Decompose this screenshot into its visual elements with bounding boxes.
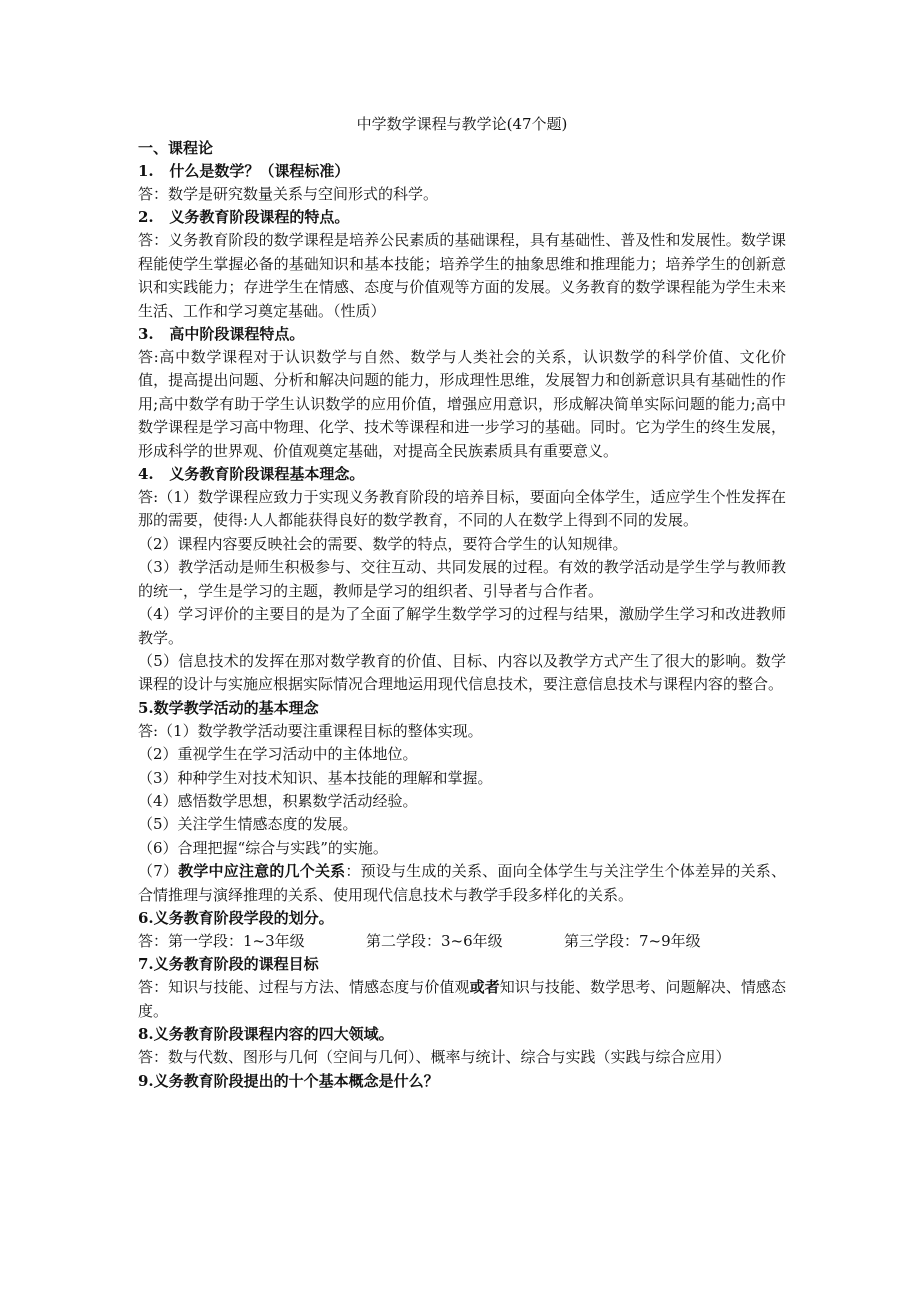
stage-1: 答：第一学段：1~3年级 <box>138 931 305 950</box>
item-7-bold-phrase: 教学中应注意的几个关系 <box>178 862 346 881</box>
question-3-answer: 答:高中数学课程对于认识数学与自然、数学与人类社会的关系，认识数学的科学价值、文化价值，提高提出问题、分析和解决问题的能力，形成理性思维，发展智力和创新意识具有基础性的作用;高中数学有助于学生认识数学的应用价值，增强应用意识，形成解决简单实际问题的能力;高中数学课程是学习高中物理、化学、技术等课程和进一步学习的基础。同时。它为学生的终生发展，形成科学的世界观、价值观奠定基础，对提高全民族素质具有重要意义。 <box>138 348 786 460</box>
answer-part-a: 答：知识与技能、过程与方法、情感态度与价值观 <box>138 978 470 997</box>
question-6-stages <box>138 930 786 953</box>
section-heading: 一、课程论 <box>138 139 214 157</box>
question-5-item: （3）种种学生对技术知识、基本技能的理解和掌握。 <box>138 768 493 787</box>
question-4-item: （3）教学活动是师生积极参与、交往互动、共同发展的过程。有效的教学活动是学生学与教师教的统一，学生是学习的主题，教师是学习的组织者、引导者与合作者。 <box>138 558 786 600</box>
item-7-number: （7） <box>138 862 179 881</box>
question-2-title: 2. 义务教育阶段课程的特点。 <box>138 208 350 227</box>
answer-bold-or: 或者 <box>469 978 500 997</box>
question-5-item: （2）重视学生在学习活动中的主体地位。 <box>138 745 418 764</box>
question-4-item: （2）课程内容要反映社会的需要、数学的特点，要符合学生的认知规律。 <box>138 534 628 553</box>
question-5-item: （4）感悟数学思想，积累数学活动经验。 <box>138 791 418 810</box>
question-7-answer <box>138 976 786 1023</box>
question-5-item-7 <box>138 860 786 907</box>
document-page <box>138 112 786 1093</box>
question-8-title: 8.义务教育阶段课程内容的四大领域。 <box>138 1025 394 1044</box>
question-5-title: 5.数学教学活动的基本理念 <box>138 698 319 717</box>
question-9-title: 9.义务教育阶段提出的十个基本概念是什么？ <box>138 1071 439 1090</box>
stage-3: 第三学段：7~9年级 <box>564 931 701 950</box>
question-5-item: （5）关注学生情感态度的发展。 <box>138 815 358 834</box>
question-7-title: 7.义务教育阶段的课程目标 <box>138 955 319 974</box>
question-5-item: （6）合理把握“综合与实践”的实施。 <box>138 838 388 857</box>
question-2-answer: 答：义务教育阶段的数学课程是培养公民素质的基础课程，具有基础性、普及性和发展性。数学课程能使学生掌握必备的基础知识和基本技能；培养学生的抽象思维和推理能力；培养学生的创新意识和实践能力；存进学生在情感、态度与价值观等方面的发展。义务教育的数学课程能为学生未来生活、工作和学习奠定基础。（性质） <box>138 231 786 320</box>
question-1-answer: 答：数学是研究数量关系与空间形式的科学。 <box>138 185 439 203</box>
question-8-answer: 答：数与代数、图形与几何（空间与几何）、概率与统计、综合与实践（实践与综合应用） <box>138 1048 731 1067</box>
stage-2: 第二学段：3~6年级 <box>366 931 503 950</box>
question-1-title: 1. 什么是数学？（课程标准） <box>138 162 350 180</box>
answer-part-b: 知识与技能、数学思考、问题解决、情感态度。 <box>138 978 786 1020</box>
question-4-title: 4. 义务教育阶段课程基本理念。 <box>138 465 365 484</box>
document-title: 中学数学课程与教学论(47个题) <box>356 115 568 133</box>
question-4-item: （5）信息技术的发挥在那对数学教育的价值、目标、内容以及教学方式产生了很大的影响。数学课程的设计与实施应根据实际情况合理地运用现代信息技术，要注意信息技术与课程内容的整合。 <box>138 651 786 694</box>
question-4-item: 答:（1）数学课程应致力于实现义务教育阶段的培养目标，要面向全体学生，适应学生个性发挥在那的需要，使得:人人都能获得良好的数学教育，不同的人在数学上得到不同的发展。 <box>138 488 786 530</box>
question-5-item: 答:（1）数学教学活动要注重课程目标的整体实现。 <box>138 721 483 740</box>
question-4-item: （4）学习评价的主要目的是为了全面了解学生数学学习的过程与结果，激励学生学习和改进教师教学。 <box>138 605 786 647</box>
item-7-text: ：预设与生成的关系、面向全体学生与关注学生个体差异的关系、合情推理与演绎推理的关系、使用现代信息技术与教学手段多样化的关系。 <box>138 862 786 904</box>
question-6-title: 6.义务教育阶段学段的划分。 <box>138 908 334 927</box>
question-3-title: 3. 高中阶段课程特点。 <box>138 325 305 344</box>
